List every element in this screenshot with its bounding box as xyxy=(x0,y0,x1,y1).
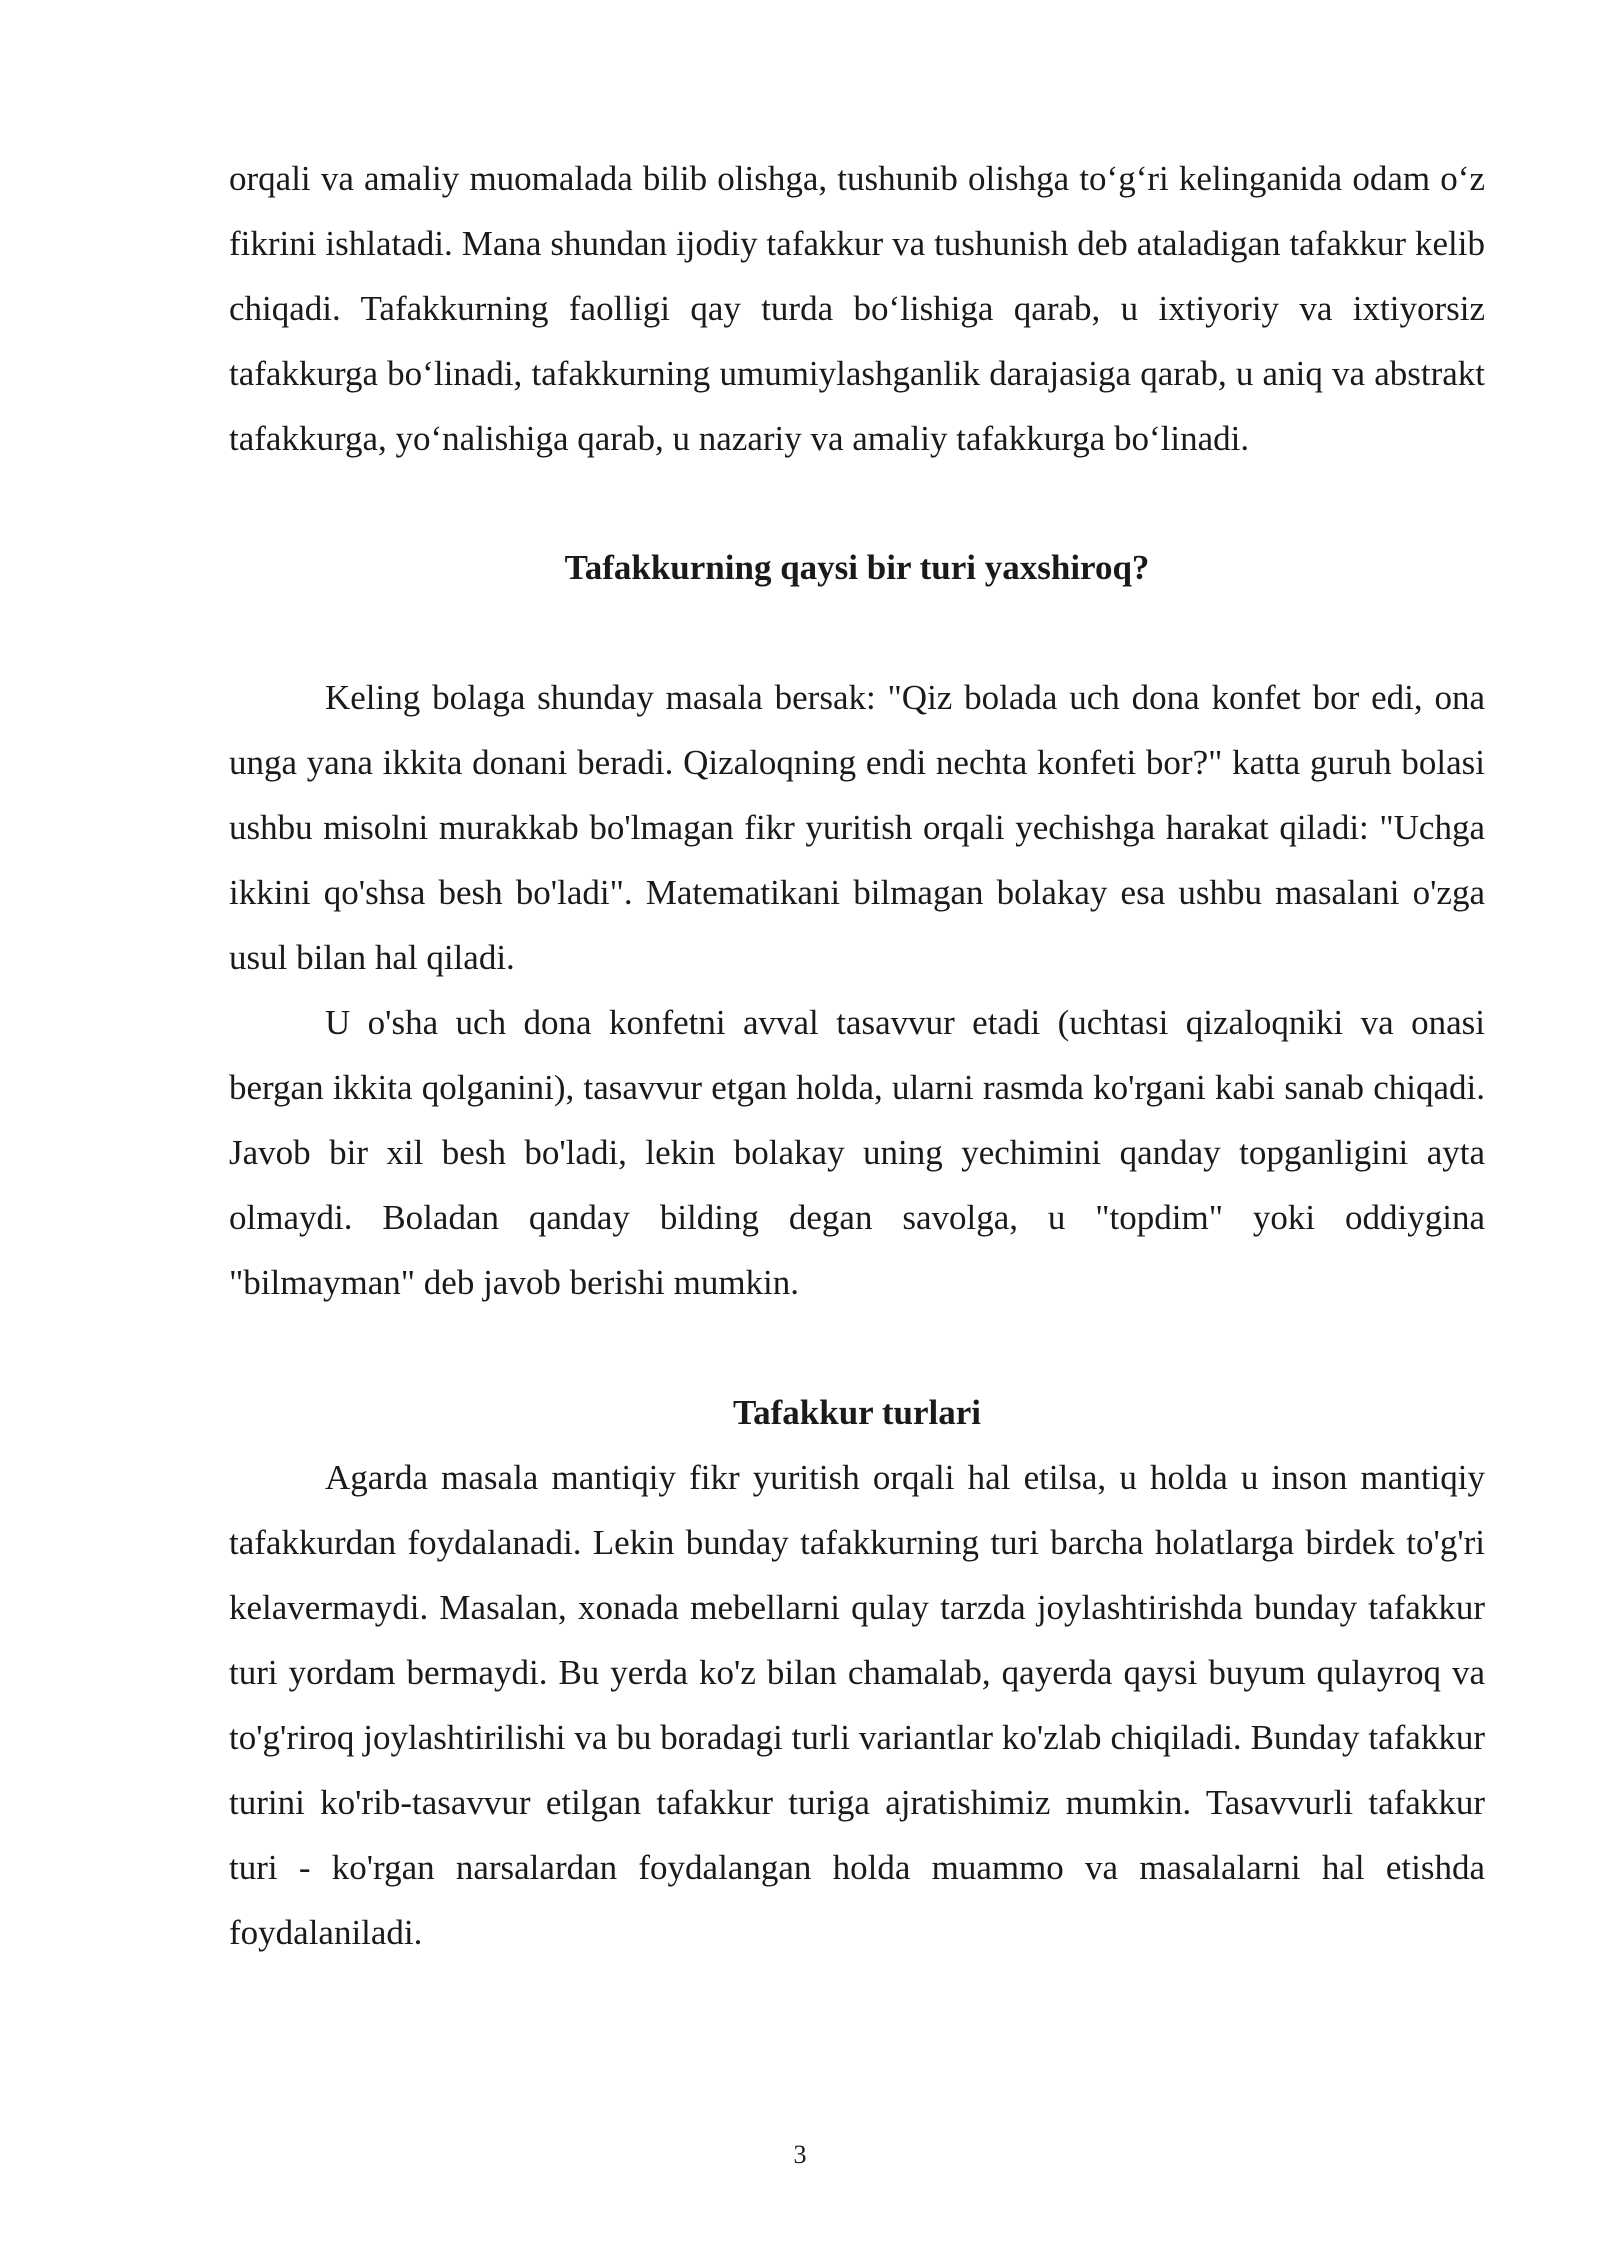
paragraph-logical-thinking: Agarda masala mantiqiy fikr yuritish orqali hal etilsa, u holda u inson mantiqiy tafakkurdan foydalanadi. Lekin bunday tafakkurning turi barcha holatlarga birdek to'g'ri kelavermaydi. Masalan, xonada mebellarni qulay tarzda joylashtirishda bunday tafakkur turi yordam bermaydi. Bu yerda ko'z bilan chamalab, qayerda qaysi buyum qulayroq va to'g'riroq joylashtirilishi va bu boradagi turli variantlar ko'zlab chiqiladi. Bunday tafakkur turini ko'rib-tasavvur etilgan tafakkur turiga ajratishimiz mumkin. Tasavvurli tafakkur turi - ko'rgan narsalardan foydalangan holda muammo va masalalarni hal etishda foydalaniladi. xyxy=(229,1458,1485,1952)
page-body xyxy=(229,146,1485,1965)
section-heading-which-thinking-better: Tafakkurning qaysi bir turi yaxshiroq? xyxy=(564,548,1150,587)
spacer xyxy=(229,1315,1485,1380)
paragraph-candy-problem: Keling bolaga shunday masala bersak: "Qiz bolada uch dona konfet bor edi, ona unga yana ikkita donani beradi. Qizaloqning endi nechta konfeti bor?" katta guruh bolasi ushbu misolni murakkab bo'lmagan fikr yuritish orqali yechishga harakat qiladi: "Uchga ikkini qo'shsa besh bo'ladi". Matematikani bilmagan bolakay esa ushbu masalani o'zga usul bilan hal qiladi. xyxy=(229,678,1485,977)
spacer xyxy=(229,471,1485,535)
paragraph-continuation: orqali va amaliy muomalada bilib olishga, tushunib olishga to‘g‘ri kelinganida odam o‘z fikrini ishlatadi. Mana shundan ijodiy tafakkur va tushunish deb ataladigan tafakkur kelib chiqadi. Tafakkurning faolligi qay turda bo‘lishiga qarab, u ixtiyoriy va ixtiyorsiz tafakkurga bo‘linadi, tafakkurning umumiylashganlik darajasiga qarab, u aniq va abstrakt tafakkurga, yo‘nalishiga qarab, u nazariy va amaliy tafakkurga bo‘linadi. xyxy=(229,159,1485,458)
section-heading-thinking-types: Tafakkur turlari xyxy=(733,1393,981,1432)
paragraph-child-imagination: U o'sha uch dona konfetni avval tasavvur etadi (uchtasi qizaloqniki va onasi bergan ikkita qolganini), tasavvur etgan holda, ularni rasmda ko'rgani kabi sanab chiqadi. Javob bir xil besh bo'ladi, lekin bolakay uning yechimini qanday topganligini ayta olmaydi. Boladan qanday bilding degan savolga, u "topdim" yoki oddiygina "bilmayman" deb javob berishi mumkin. xyxy=(229,1003,1485,1302)
spacer xyxy=(229,600,1485,665)
page-number: 3 xyxy=(793,2140,807,2169)
